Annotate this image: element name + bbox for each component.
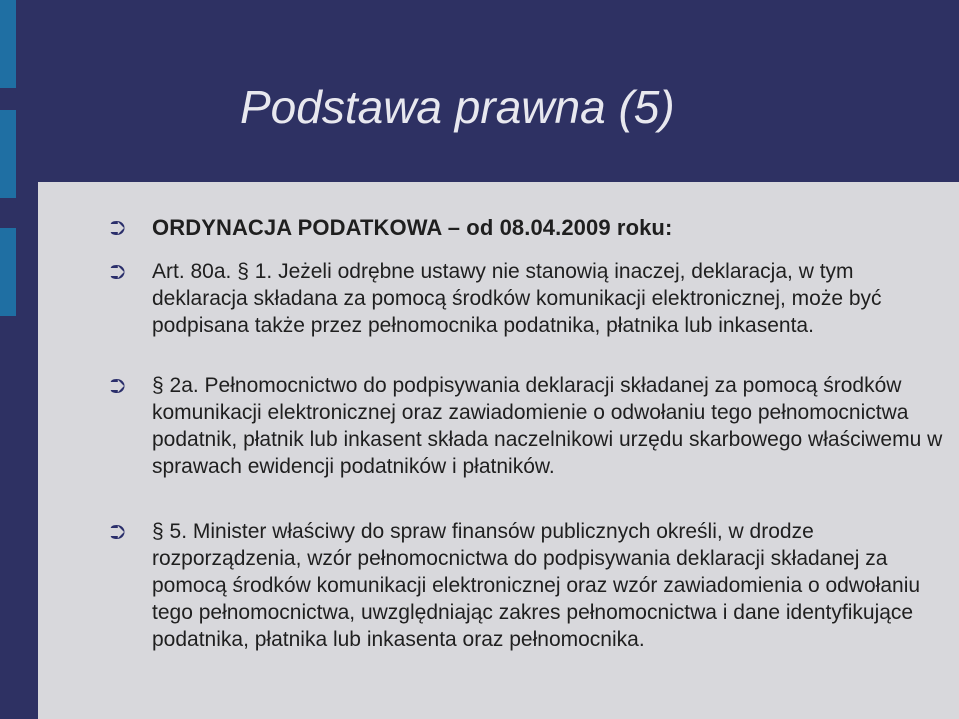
curved-arrow-bullet-icon: ⮊ [110, 520, 126, 544]
bullet-text: ORDYNACJA PODATKOWA – od 08.04.2009 roku: [152, 215, 673, 240]
accent-strip-middle [0, 110, 16, 198]
curved-arrow-bullet-icon: ⮊ [110, 260, 126, 284]
slide-title: Podstawa prawna (5) [240, 81, 675, 133]
slide-content-panel [38, 182, 959, 719]
bullet-text: § 5. Minister właściwy do spraw finansów publicznych określi, w drodze rozporządzenia, wzór pełnomocnictwa do podpisywania deklaracji składanej za pomocą środków komunikacji elektronicznej oraz wzór zawiadomienia o odwołaniu tego pełnomocnictwa, uwzględniając zakres pełnomocnictwa i dane identyfikujące podatnika, płatnika lub inkasenta oraz pełnomocnika. [152, 520, 921, 651]
curved-arrow-bullet-icon: ⮊ [110, 216, 126, 240]
curved-arrow-bullet-icon: ⮊ [110, 374, 126, 398]
accent-strip-top [0, 0, 16, 88]
bullet-text: Art. 80a. § 1. Jeżeli odrębne ustawy nie stanowią inaczej, deklaracja, w tym deklaracja składana za pomocą środków komunikacji elektronicznej, może być podpisana także przez pełnomocnika podatnika, płatnika lub inkasenta. [152, 260, 882, 337]
accent-strip-bottom [0, 228, 16, 316]
bullet-text: § 2a. Pełnomocnictwo do podpisywania deklaracji składanej za pomocą środków komunikacji elektronicznej oraz zawiadomienie o odwołaniu tego pełnomocnictwa podatnik, płatnik lub inkasent składa naczelnikowi urzędu skarbowego właściwemu w sprawach ewidencji podatników i płatników. [152, 374, 943, 478]
